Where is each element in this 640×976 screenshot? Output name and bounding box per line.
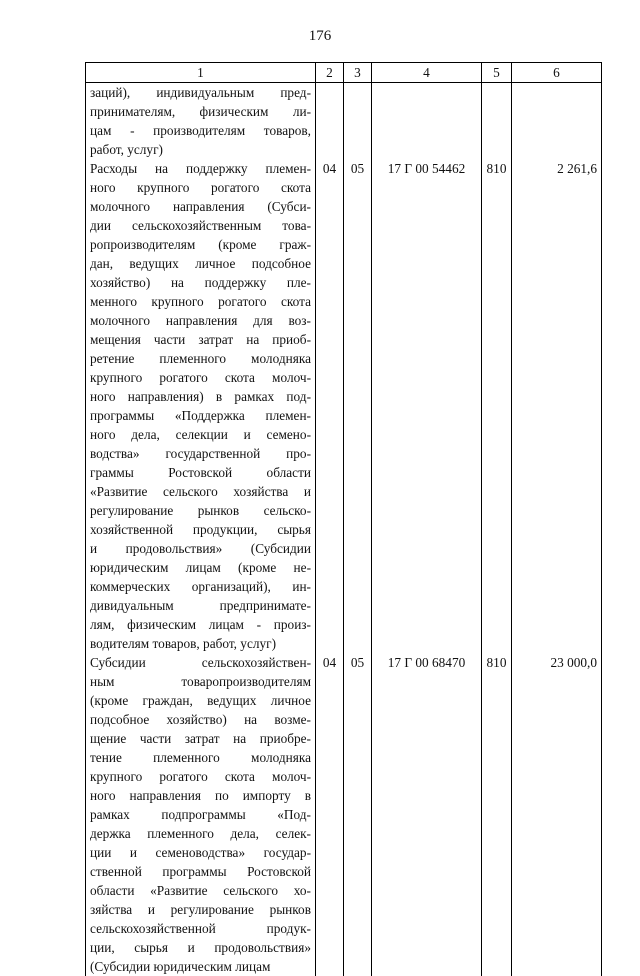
description-line: хозяйственной продукции, сырья [90, 520, 311, 539]
amount [512, 83, 602, 160]
description-line: ного дела, селекции и семено- [90, 425, 311, 444]
description-line: цам - производителям товаров, [90, 121, 311, 140]
row-description [86, 159, 316, 653]
description-line: ного направления по импорту в [90, 786, 311, 805]
description-line: принимателям, физическим ли- [90, 102, 311, 121]
description-line: подсобное хозяйство) на возме- [90, 710, 311, 729]
description-line: мещения части затрат на приоб- [90, 330, 311, 349]
description-line: молочного направления для воз- [90, 311, 311, 330]
description-line: граммы Ростовской области [90, 463, 311, 482]
description-line: области «Развитие сельского хо- [90, 881, 311, 900]
description-line: сельскохозяйственной продук- [90, 919, 311, 938]
budget-table [85, 62, 602, 976]
amount: 2 261,6 [512, 159, 602, 653]
description-line: дан, ведущих личное подсобное [90, 254, 311, 273]
description-line: ропроизводителям (кроме граж- [90, 235, 311, 254]
description-line: щение части затрат на приобре- [90, 729, 311, 748]
description-line: юридическим лицам (кроме не- [90, 558, 311, 577]
description-line: крупного рогатого скота молоч- [90, 767, 311, 786]
header-row [86, 63, 602, 83]
description-line: держка племенного дела, селек- [90, 824, 311, 843]
description-line: хозяйство) на поддержку пле- [90, 273, 311, 292]
header-col-1: 1 [86, 63, 316, 83]
description-line: ным товаропроизводителям [90, 672, 311, 691]
description-line: (Субсидии юридическим лицам [90, 957, 311, 976]
description-line: крупного рогатого скота молоч- [90, 368, 311, 387]
target-article-code: 17 Г 00 54462 [372, 159, 482, 653]
header-col-3: 3 [344, 63, 372, 83]
description-line: «Развитие сельского хозяйства и [90, 482, 311, 501]
header-col-5: 5 [482, 63, 512, 83]
subsection-code [344, 83, 372, 160]
description-line: дии сельскохозяйственным това- [90, 216, 311, 235]
table-row [86, 83, 602, 160]
description-line: лям, физическим лицам - произ- [90, 615, 311, 634]
subsection-code: 05 [344, 653, 372, 976]
expense-type-code: 810 [482, 653, 512, 976]
target-article-code: 17 Г 00 68470 [372, 653, 482, 976]
section-code: 04 [316, 159, 344, 653]
description-line: и продовольствия» (Субсидии [90, 539, 311, 558]
description-line: менного крупного рогатого скота [90, 292, 311, 311]
header-col-6: 6 [512, 63, 602, 83]
description-line: программы «Поддержка племен- [90, 406, 311, 425]
description-line: ного крупного рогатого скота [90, 178, 311, 197]
row-description [86, 83, 316, 160]
header-col-4: 4 [372, 63, 482, 83]
table-body [86, 83, 602, 976]
description-line: дивидуальным предпринимате- [90, 596, 311, 615]
description-line: зяйства и регулирование рынков [90, 900, 311, 919]
section-code: 04 [316, 653, 344, 976]
table-row [86, 653, 602, 976]
section-code [316, 83, 344, 160]
description-line: работ, услуг) [90, 140, 311, 159]
description-line: ретение племенного молодняка [90, 349, 311, 368]
header-col-2: 2 [316, 63, 344, 83]
description-line: ственной программы Ростовской [90, 862, 311, 881]
expense-type-code: 810 [482, 159, 512, 653]
description-line: коммерческих организаций), ин- [90, 577, 311, 596]
description-line: ного направления) в рамках под- [90, 387, 311, 406]
description-line: заций), индивидуальным пред- [90, 83, 311, 102]
page-number: 176 [0, 28, 640, 45]
row-description [86, 653, 316, 976]
amount: 23 000,0 [512, 653, 602, 976]
description-line: Субсидии сельскохозяйствен- [90, 653, 311, 672]
description-line: Расходы на поддержку племен- [90, 159, 311, 178]
description-line: регулирование рынков сельско- [90, 501, 311, 520]
description-line: тение племенного молодняка [90, 748, 311, 767]
subsection-code: 05 [344, 159, 372, 653]
description-line: ции, сырья и продовольствия» [90, 938, 311, 957]
description-line: рамках подпрограммы «Под- [90, 805, 311, 824]
target-article-code [372, 83, 482, 160]
table-row [86, 159, 602, 653]
description-line: водителям товаров, работ, услуг) [90, 634, 311, 653]
description-line: водства» государственной про- [90, 444, 311, 463]
description-line: молочного направления (Субси- [90, 197, 311, 216]
description-line: ции и семеноводства» государ- [90, 843, 311, 862]
expense-type-code [482, 83, 512, 160]
description-line: (кроме граждан, ведущих личное [90, 691, 311, 710]
